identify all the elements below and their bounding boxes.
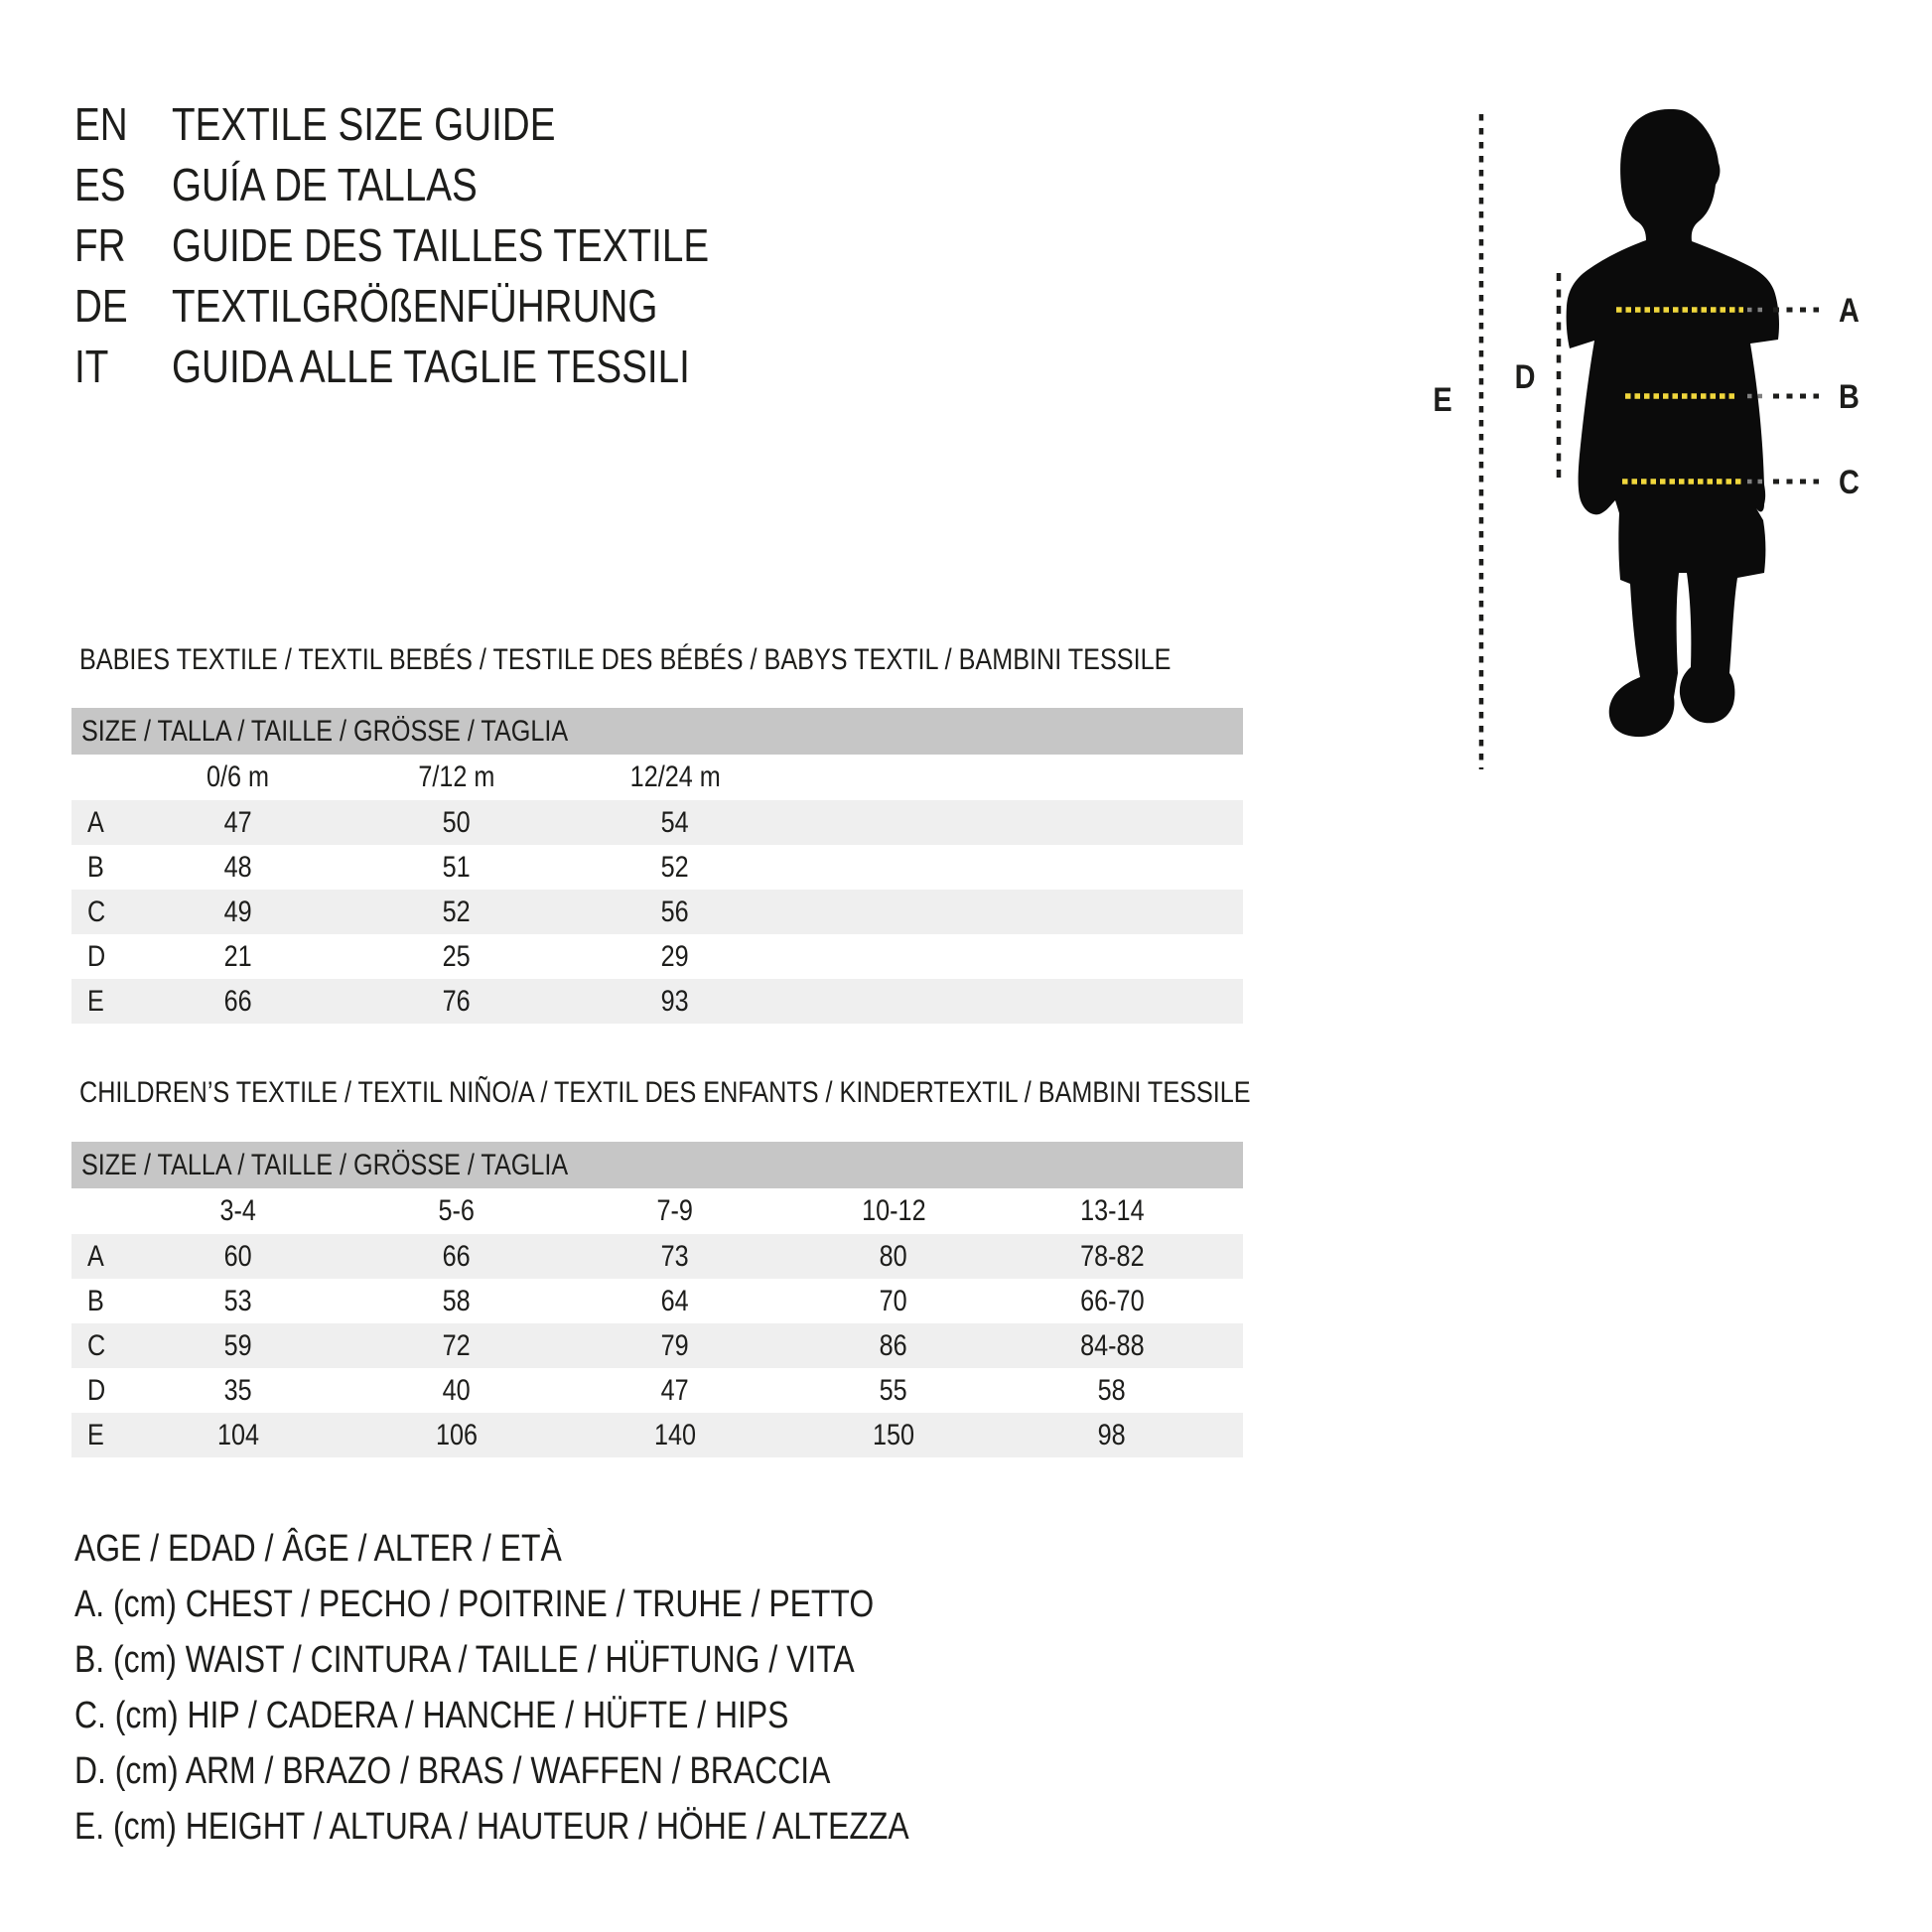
cell-value (129, 851, 347, 885)
childrens-section-heading (79, 1078, 1473, 1108)
cell-value-text: 76 (442, 984, 472, 1018)
cell-value-text: 58 (1097, 1373, 1127, 1407)
language-row (74, 154, 811, 214)
cell-value (129, 985, 347, 1019)
childrens-size-table (71, 1142, 1243, 1457)
cell-value (129, 1285, 347, 1318)
cell-value-text: 56 (660, 895, 690, 928)
row-label-text: C (87, 1328, 106, 1362)
column-header-cell (347, 760, 566, 794)
legend-line-text: C. (cm) HIP / CADERA / HANCHE / HÜFTE / HIPS (74, 1694, 789, 1736)
row-label-text: B (87, 1284, 104, 1317)
cell-value-text: 66 (223, 984, 253, 1018)
cell-value-text: 47 (660, 1373, 690, 1407)
cell-value (347, 1419, 566, 1452)
legend-line-text: AGE / EDAD / ÂGE / ALTER / ETÀ (74, 1527, 562, 1570)
language-header (74, 93, 811, 396)
table-row (71, 934, 1243, 979)
lang-title: TEXTILGRÖßENFÜHRUNG (172, 279, 658, 332)
column-header-cell-text: 13-14 (1079, 1194, 1145, 1227)
row-label (71, 1329, 129, 1363)
column-header-cell-text: 10-12 (861, 1194, 926, 1227)
cell-value-text: 47 (223, 805, 253, 839)
cell-value (784, 1329, 1003, 1363)
cell-value-text: 52 (660, 850, 690, 884)
row-label (71, 1285, 129, 1318)
language-row (74, 336, 811, 396)
column-header-cell-text: 7/12 m (418, 760, 495, 793)
legend-line-text: E. (cm) HEIGHT / ALTURA / HAUTEUR / HÖHE / ALTEZZA (74, 1805, 909, 1848)
babies-size-table (71, 708, 1243, 1024)
cell-value-text: 49 (223, 895, 253, 928)
legend-line (74, 1799, 1068, 1855)
figure-label-e: E (1433, 379, 1452, 419)
cell-value-text: 21 (223, 939, 253, 973)
cell-value (347, 1285, 566, 1318)
row-label-text: D (87, 1373, 106, 1407)
cell-value (566, 806, 784, 840)
row-label (71, 806, 129, 840)
cell-value (347, 985, 566, 1019)
cell-value (1003, 1374, 1221, 1408)
column-header-cell-text: 12/24 m (629, 760, 721, 793)
table-row (71, 1368, 1243, 1413)
legend-line-text: B. (cm) WAIST / CINTURA / TAILLE / HÜFTUNG / VITA (74, 1638, 855, 1681)
cell-value-text: 54 (660, 805, 690, 839)
cell-value-text: 78-82 (1079, 1239, 1145, 1273)
language-row (74, 214, 811, 275)
cell-value (784, 1285, 1003, 1318)
column-header-cell-text: 7-9 (656, 1194, 694, 1227)
lang-code-text: EN (74, 97, 128, 150)
lang-code (74, 340, 172, 393)
row-label-text: C (87, 895, 106, 928)
cell-value (566, 1329, 784, 1363)
cell-value (566, 1240, 784, 1274)
cell-value (347, 1374, 566, 1408)
cell-value (1003, 1419, 1221, 1452)
cell-value (347, 806, 566, 840)
column-header-cell (129, 1194, 347, 1228)
cell-value-text: 106 (435, 1418, 479, 1451)
cell-value (784, 1419, 1003, 1452)
lang-code-text: FR (74, 218, 126, 271)
cell-value (784, 1374, 1003, 1408)
table-row (71, 979, 1243, 1024)
cell-value-text: 53 (223, 1284, 253, 1317)
row-label-text: E (87, 1418, 104, 1451)
table-row (71, 1279, 1243, 1323)
cell-value-text: 35 (223, 1373, 253, 1407)
row-label-text: D (87, 939, 106, 973)
lang-title: GUIDA ALLE TAGLIE TESSILI (172, 340, 690, 392)
childrens-heading-text: CHILDREN’S TEXTILE / TEXTIL NIÑO/A / TEXTIL DES ENFANTS / KINDERTEXTIL / BAMBINI TESSILE (79, 1076, 1251, 1109)
row-label (71, 851, 129, 885)
column-header-cell (784, 1194, 1003, 1228)
cell-value-text: 64 (660, 1284, 690, 1317)
cell-value (129, 1374, 347, 1408)
size-header-text: SIZE / TALLA / TAILLE / GRÖSSE / TAGLIA (81, 1149, 569, 1181)
language-row (74, 275, 811, 336)
language-row (74, 93, 811, 154)
row-label-text: A (87, 1239, 104, 1273)
cell-value (566, 985, 784, 1019)
cell-value-text: 40 (442, 1373, 472, 1407)
row-label (71, 1374, 129, 1408)
cell-value (1003, 1285, 1221, 1318)
cell-value (566, 1419, 784, 1452)
table-row (71, 845, 1243, 890)
cell-value-text: 48 (223, 850, 253, 884)
row-label (71, 1240, 129, 1274)
column-header-cell (129, 760, 347, 794)
column-header-cell-text: 3-4 (219, 1194, 257, 1227)
cell-value-text: 52 (442, 895, 472, 928)
cell-value (347, 1329, 566, 1363)
cell-value-text: 66 (442, 1239, 472, 1273)
cell-value (129, 1240, 347, 1274)
figure-label-d: D (1514, 356, 1536, 396)
lang-code-text: DE (74, 279, 128, 332)
cell-value (347, 1240, 566, 1274)
legend-line (74, 1688, 1068, 1743)
cell-value (1003, 1240, 1221, 1274)
lang-title: GUÍA DE TALLAS (172, 158, 478, 210)
row-label (71, 985, 129, 1019)
row-label-text: B (87, 850, 104, 884)
row-label-text: E (87, 984, 104, 1018)
column-header-cell (347, 1194, 566, 1228)
cell-value-text: 58 (442, 1284, 472, 1317)
cell-value-text: 79 (660, 1328, 690, 1362)
cell-value (129, 896, 347, 929)
lang-code (74, 279, 172, 333)
cell-value (129, 1419, 347, 1452)
cell-value (1003, 1329, 1221, 1363)
legend-line-text: A. (cm) CHEST / PECHO / POITRINE / TRUHE / PETTO (74, 1583, 875, 1625)
babies-heading-text: BABIES TEXTILE / TEXTIL BEBÉS / TESTILE DES BÉBÉS / BABYS TEXTIL / BAMBINI TESSILE (79, 643, 1172, 676)
cell-value-text: 55 (879, 1373, 908, 1407)
cell-value-text: 60 (223, 1239, 253, 1273)
cell-value (784, 1240, 1003, 1274)
cell-value-text: 104 (216, 1418, 260, 1451)
size-header-bar (71, 708, 1243, 755)
cell-value-text: 25 (442, 939, 472, 973)
row-label (71, 940, 129, 974)
cell-value-text: 93 (660, 984, 690, 1018)
measurement-figure (1410, 79, 1932, 784)
table-row (71, 800, 1243, 845)
column-header-cell (566, 760, 784, 794)
legend-line (74, 1743, 1068, 1799)
legend-line (74, 1577, 1068, 1632)
size-header-text: SIZE / TALLA / TAILLE / GRÖSSE / TAGLIA (81, 715, 569, 748)
size-header-bar (71, 1142, 1243, 1188)
column-header-row (71, 1188, 1243, 1234)
cell-value-text: 98 (1097, 1418, 1127, 1451)
legend-line-text: D. (cm) ARM / BRAZO / BRAS / WAFFEN / BRACCIA (74, 1749, 831, 1792)
babies-section-heading (79, 645, 1379, 675)
legend-line (74, 1521, 1068, 1577)
lang-title: TEXTILE SIZE GUIDE (172, 97, 556, 150)
table-row (71, 1234, 1243, 1279)
figure-label-c: C (1839, 462, 1860, 501)
legend-line (74, 1632, 1068, 1688)
cell-value (566, 940, 784, 974)
cell-value (566, 1374, 784, 1408)
row-label-text: A (87, 805, 104, 839)
lang-title: GUIDE DES TAILLES TEXTILE (172, 218, 710, 271)
lang-code-text: ES (74, 158, 126, 210)
cell-value-text: 150 (872, 1418, 915, 1451)
cell-value (566, 851, 784, 885)
cell-value-text: 70 (879, 1284, 908, 1317)
column-header-cell (566, 1194, 784, 1228)
cell-value-text: 29 (660, 939, 690, 973)
lang-code (74, 218, 172, 272)
cell-value (347, 940, 566, 974)
cell-value (129, 806, 347, 840)
column-header-row (71, 755, 1243, 800)
cell-value (129, 940, 347, 974)
cell-value (566, 896, 784, 929)
lang-code (74, 158, 172, 211)
cell-value-text: 72 (442, 1328, 472, 1362)
cell-value (129, 1329, 347, 1363)
column-header-cell-text: 0/6 m (207, 760, 270, 793)
cell-value-text: 86 (879, 1328, 908, 1362)
measurement-legend (74, 1521, 1068, 1855)
cell-value-text: 80 (879, 1239, 908, 1273)
table-row (71, 890, 1243, 934)
cell-value-text: 51 (442, 850, 472, 884)
cell-value (566, 1285, 784, 1318)
figure-label-a: A (1839, 290, 1860, 330)
cell-value-text: 140 (653, 1418, 697, 1451)
cell-value-text: 66-70 (1079, 1284, 1145, 1317)
cell-value-text: 84-88 (1079, 1328, 1145, 1362)
cell-value-text: 50 (442, 805, 472, 839)
child-silhouette-icon (1567, 109, 1779, 737)
row-label (71, 896, 129, 929)
column-header-cell-text: 5-6 (438, 1194, 476, 1227)
figure-label-b: B (1839, 376, 1860, 416)
cell-value-text: 73 (660, 1239, 690, 1273)
table-row (71, 1323, 1243, 1368)
table-row (71, 1413, 1243, 1457)
column-header-cell (1003, 1194, 1221, 1228)
cell-value (347, 851, 566, 885)
cell-value-text: 59 (223, 1328, 253, 1362)
cell-value (347, 896, 566, 929)
lang-code-text: IT (74, 340, 109, 392)
row-label (71, 1419, 129, 1452)
lang-code (74, 97, 172, 151)
